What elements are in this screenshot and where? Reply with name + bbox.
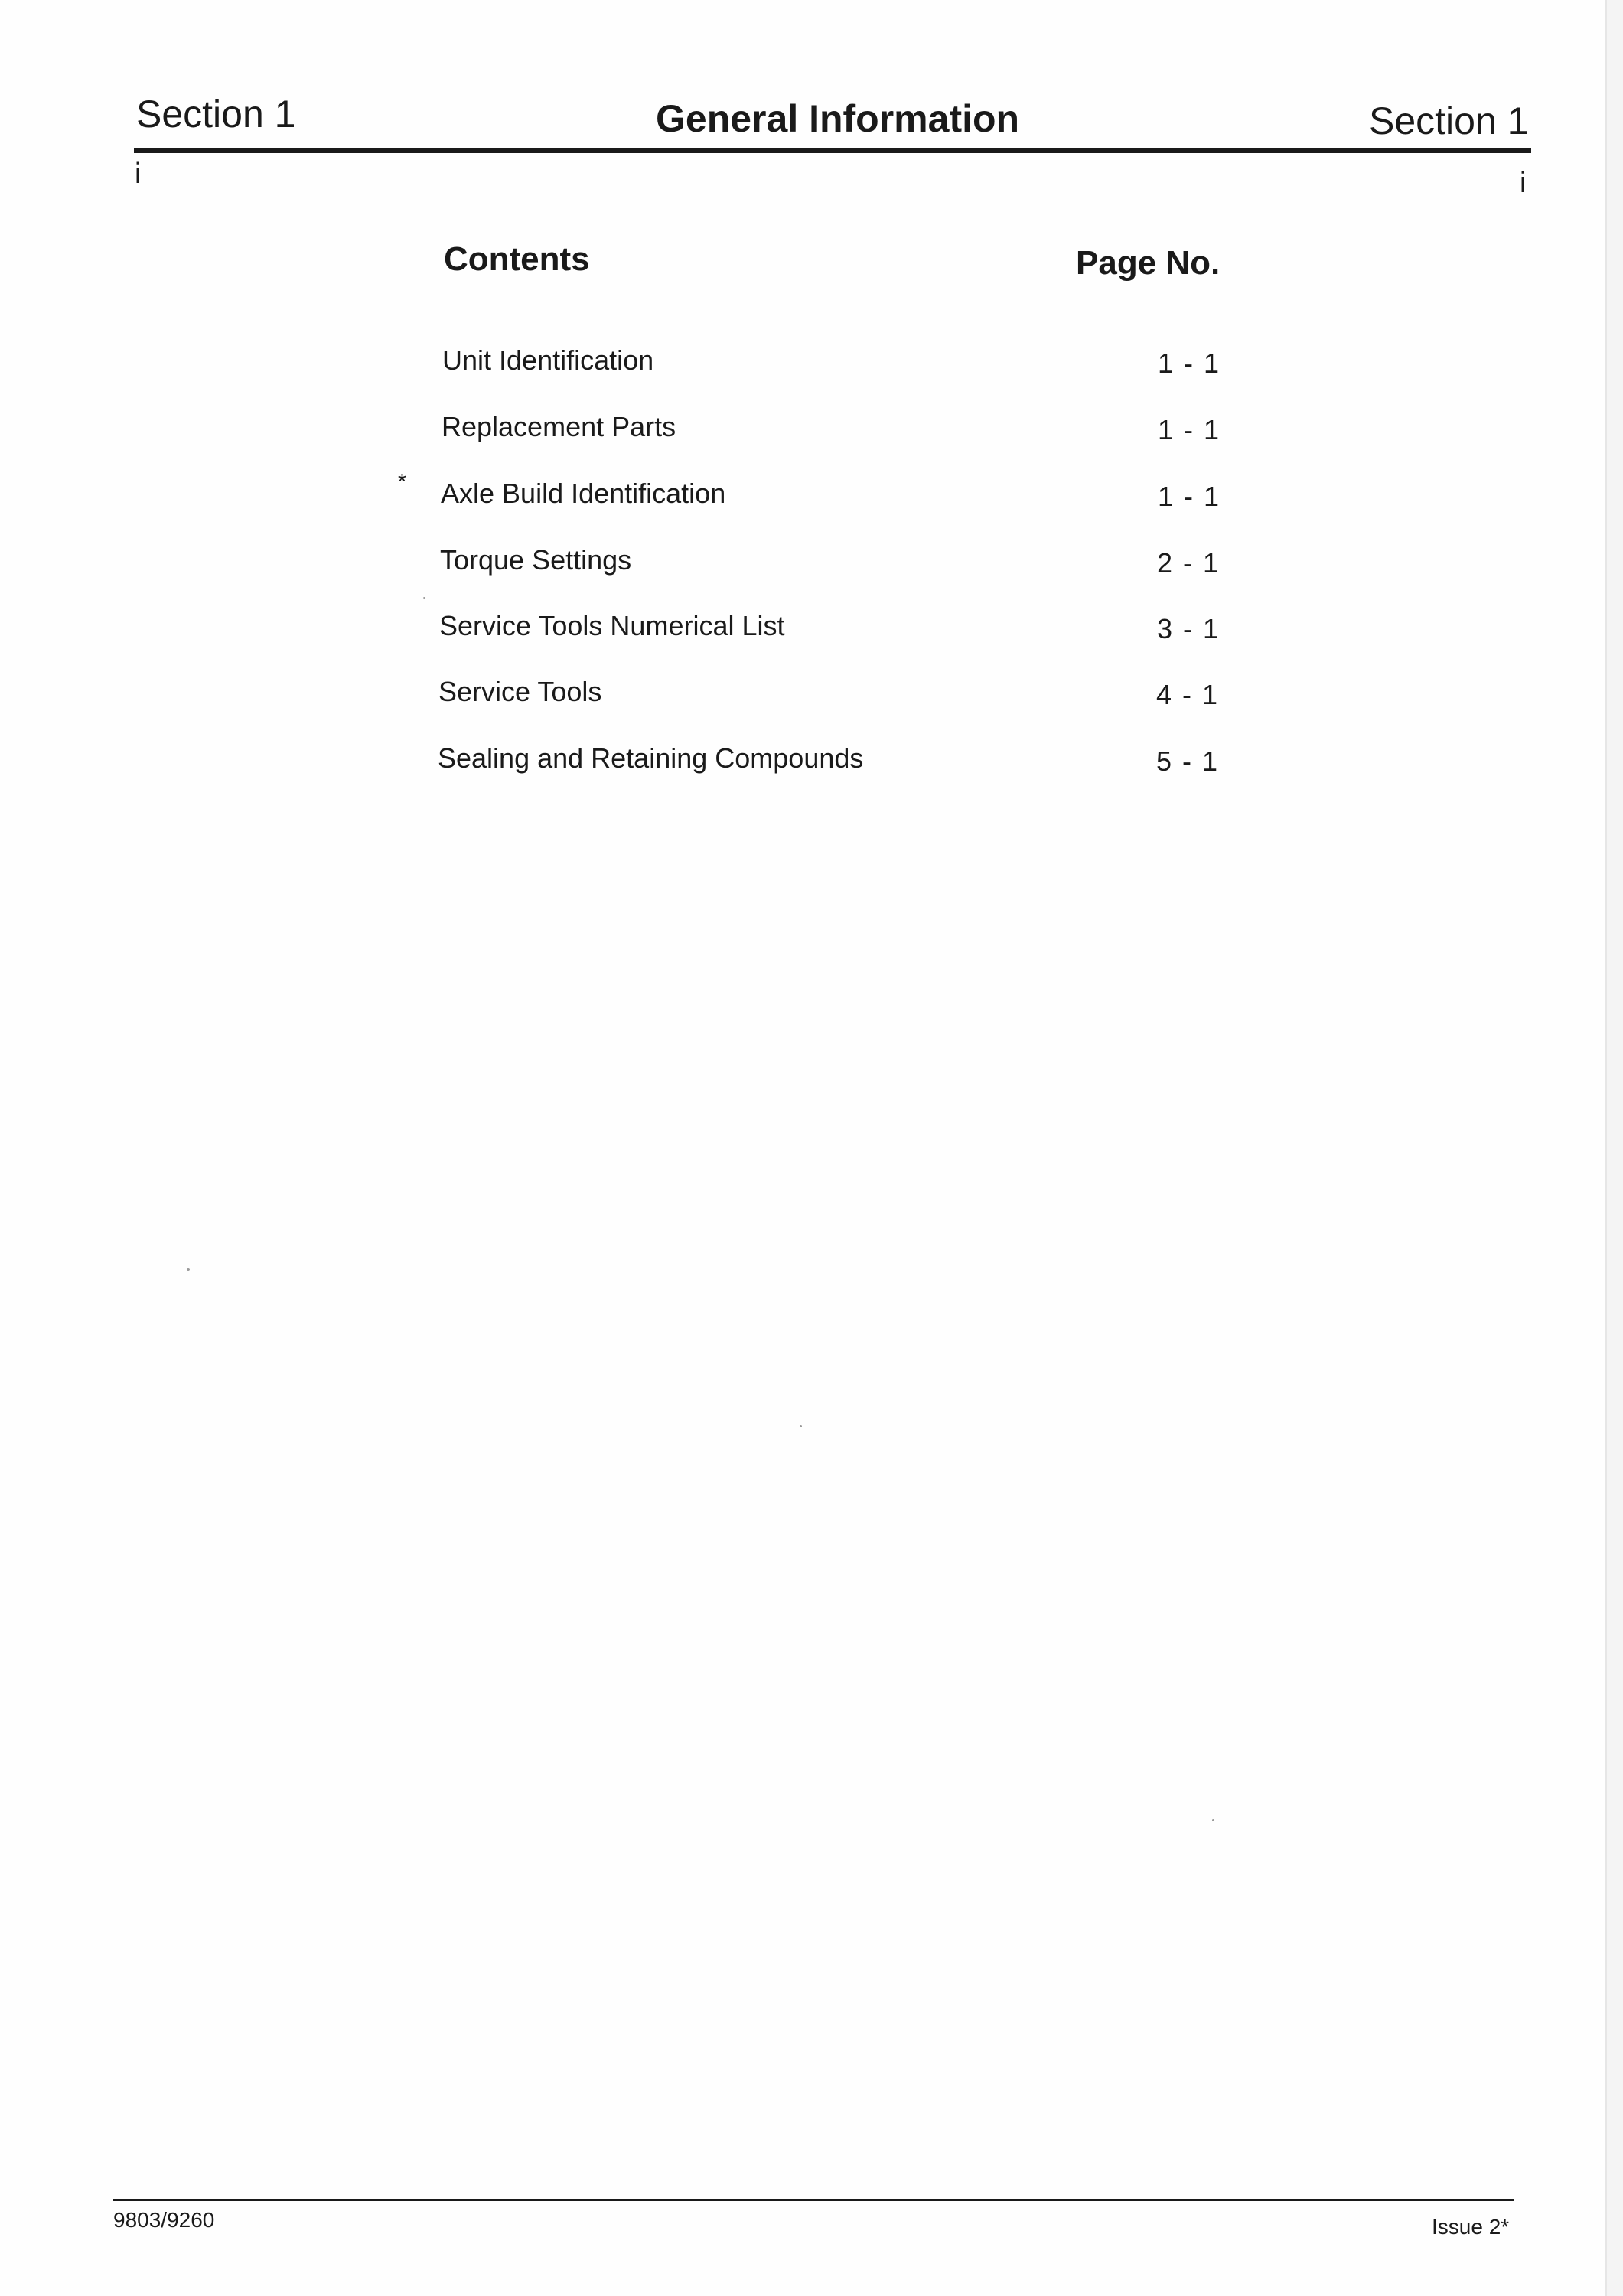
- toc-entry-page: 4 - 1: [1156, 679, 1220, 710]
- page-number-right: i: [1520, 167, 1527, 199]
- toc-entry-page: 5 - 1: [1156, 745, 1220, 777]
- change-marker: *: [398, 469, 406, 493]
- scan-speck: [187, 1268, 190, 1271]
- toc-entry-label: Sealing and Retaining Compounds: [438, 742, 864, 774]
- toc-entry: [0, 411, 1623, 457]
- header-section-right: Section 1: [1369, 99, 1529, 142]
- toc-entry-page: 3 - 1: [1157, 613, 1221, 644]
- toc-entry-label: Replacement Parts: [442, 411, 676, 442]
- toc-entry-label: Service Tools Numerical List: [439, 610, 785, 641]
- document-number: 9803/9260: [113, 2208, 215, 2232]
- toc-entry-label: Axle Build Identification: [441, 478, 726, 509]
- header-title: General Information: [656, 97, 1020, 140]
- page-no-heading: Page No.: [1076, 244, 1221, 282]
- toc-entry-label: Torque Settings: [440, 544, 632, 576]
- toc-entry-label: Unit Identification: [442, 344, 654, 376]
- toc-entry: [0, 344, 1623, 390]
- toc-entry: [0, 544, 1623, 590]
- header-section-left: Section 1: [136, 93, 296, 135]
- toc-entry-page: 1 - 1: [1158, 347, 1221, 379]
- issue-label: Issue 2*: [1432, 2215, 1510, 2239]
- toc-entry: [0, 676, 1623, 722]
- toc-entry-page: 1 - 1: [1158, 481, 1221, 512]
- scan-speck: [423, 597, 425, 599]
- toc-entry: [0, 478, 1623, 523]
- scan-speck: [800, 1425, 802, 1427]
- toc-entry: [0, 742, 1623, 788]
- toc-entry: [0, 610, 1623, 656]
- page-number-left: i: [135, 158, 142, 190]
- footer-rule: [113, 2199, 1514, 2201]
- header-rule: [134, 148, 1531, 153]
- toc-entry-page: 1 - 1: [1158, 414, 1221, 445]
- scan-speck: [1212, 1819, 1214, 1821]
- toc-entry-page: 2 - 1: [1157, 547, 1221, 579]
- contents-heading: Contents: [444, 240, 590, 278]
- toc-entry-label: Service Tools: [438, 676, 602, 707]
